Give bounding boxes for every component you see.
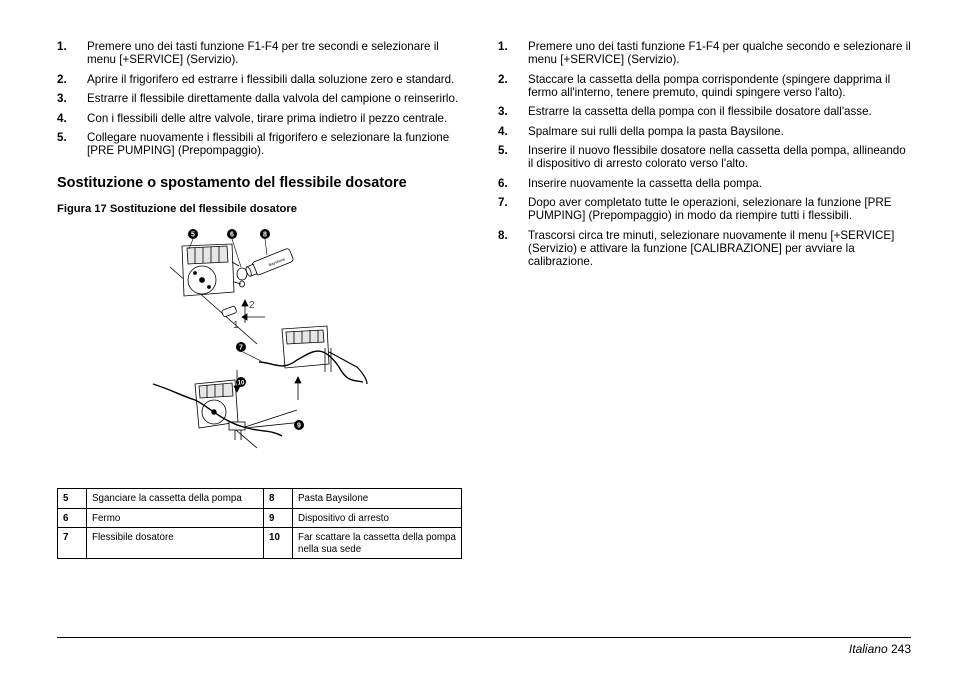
legend-number: 6 [58,508,87,528]
figure-caption: Figura 17 Sostituzione del flessibile dosatore [57,203,297,215]
latch-part [237,268,247,280]
arrow-label-2: 2 [249,300,255,311]
legend-table [57,488,462,559]
step-number: 7. [498,196,508,209]
step-text: Con i flessibili delle altre valvole, tirare prima indietro il pezzo centrale. [87,111,448,125]
step-number: 2. [498,72,508,86]
list-item [498,73,913,99]
step-text: Dopo aver completato tutte le operazioni, selezionare la funzione [PRE PUMPING] (Prepompaggio) in modo da riempire tutti i flessibili. [528,196,892,222]
callout-7 [236,342,246,352]
left-column [57,40,467,559]
legend-text: Far scattare la cassetta della pompa nella sua sede [293,528,462,559]
step-number: 5. [498,144,508,157]
list-item [498,40,913,66]
step-text: Spalmare sui rulli della pompa la pasta Baysilone. [528,124,784,138]
list-item [57,92,467,105]
baysilone-tube [244,248,294,279]
legend-number: 10 [264,528,293,559]
callout-5 [188,229,198,239]
page-footer [849,642,911,656]
right-steps-list [498,40,913,268]
step-text: Trascorsi circa tre minuti, selezionare nuovamente il menu [+SERVICE] (Servizio) e attivare la funzione [CALIBRAZIONE] per avviare la calibrazione. [528,228,895,268]
svg-text:7: 7 [239,344,243,352]
page-number: 243 [890,642,911,656]
list-item [57,40,467,66]
step-number: 5. [57,131,67,144]
legend-number: 9 [264,508,293,528]
step-number: 4. [57,111,67,125]
svg-text:9: 9 [297,422,301,430]
step-text: Inserire il nuovo flessibile dosatore nella cassetta della pompa, allineando il dispositivo di arresto colorato verso l'alto. [528,144,906,170]
step-text: Estrarre il flessibile direttamente dalla valvola del campione o reinserirlo. [87,92,459,105]
svg-text:10: 10 [237,380,245,387]
callout-8 [260,229,270,239]
step-text: Estrarre la cassetta della pompa con il flessibile dosatore dall'asse. [528,105,872,118]
legend-text: Sganciare la cassetta della pompa [87,489,264,509]
step-number: 1. [498,40,508,53]
legend-number: 8 [264,489,293,509]
step-number: 4. [498,124,508,138]
step-text: Inserire nuovamente la cassetta della pompa. [528,176,762,190]
section-title: Sostituzione o spostamento del flessibile dosatore [57,175,407,191]
table-row [58,489,462,509]
pump-illustration [57,222,467,488]
list-item [498,196,913,222]
legend-text: Fermo [87,508,264,528]
pump-cassette-figure [57,222,467,488]
legend-number: 7 [58,528,87,559]
list-item [498,125,913,138]
table-row [58,508,462,528]
svg-text:6: 6 [230,231,234,239]
list-item [57,73,467,86]
step-text: Premere uno dei tasti funzione F1-F4 per tre secondi e selezionare il menu [+SERVICE] (Servizio). [87,40,439,66]
legend-number: 5 [58,489,87,509]
legend-text: Dispositivo di arresto [293,508,462,528]
step-text: Aprire il frigorifero ed estrarre i flessibili dalla soluzione zero e standard. [87,72,455,86]
svg-text:8: 8 [263,231,267,239]
arrow-label-1: 1 [233,320,239,331]
left-steps-list [57,40,467,157]
callout-10 [236,377,246,387]
svg-text:5: 5 [191,231,195,239]
footer-language: Italiano [848,642,888,656]
right-column [498,40,913,274]
step-number: 3. [498,105,508,118]
legend-text: Pasta Baysilone [293,489,462,509]
table-row [58,528,462,559]
list-item [57,112,467,125]
list-item [498,144,913,170]
footer-divider [57,637,911,638]
step-number: 1. [57,40,67,53]
step-number: 3. [57,92,67,105]
tube-label: Baysilone [267,256,286,268]
step-text: Collegare nuovamente i flessibili al frigorifero e selezionare la funzione [PRE PUMPING] (Prepompaggio). [87,131,450,157]
list-item [57,131,467,157]
step-number: 8. [498,228,508,242]
list-item [498,105,913,118]
legend-text: Flessibile dosatore [87,528,264,559]
step-text: Staccare la cassetta della pompa corrispondente (spingere dapprima il fermo all'interno, tenere premuto, quindi spingere verso l'alto). [528,72,891,99]
list-item [498,229,913,268]
step-number: 2. [57,72,67,86]
list-item [498,177,913,190]
step-text: Premere uno dei tasti funzione F1-F4 per qualche secondo e selezionare il menu [+SERVICE] (Servizio). [528,40,911,66]
callout-6 [227,229,237,239]
step-number: 6. [498,176,508,190]
callout-9 [294,420,304,430]
